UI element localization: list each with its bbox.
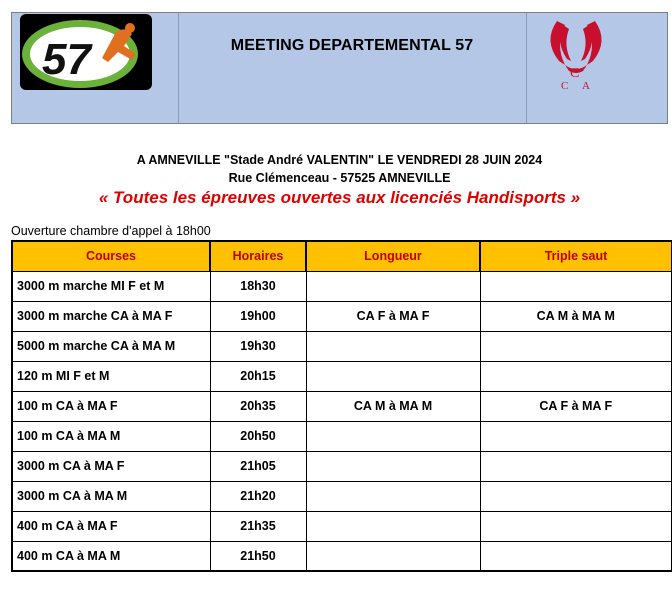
table-row (12, 391, 672, 421)
table-row (12, 511, 672, 541)
time-cell: 20h35 (210, 391, 306, 421)
table-row (12, 421, 672, 451)
long-jump-cell: CA F à MA F (306, 301, 480, 331)
table-row (12, 541, 672, 571)
triple-jump-cell (480, 421, 672, 451)
table-row (12, 481, 672, 511)
course-cell: 400 m CA à MA F (12, 511, 210, 541)
long-jump-cell (306, 541, 480, 571)
long-jump-cell: CA M à MA M (306, 391, 480, 421)
time-cell: 20h15 (210, 361, 306, 391)
course-cell: 100 m CA à MA M (12, 421, 210, 451)
long-jump-cell (306, 361, 480, 391)
banner-divider (526, 13, 527, 123)
schedule-table (11, 240, 672, 572)
course-cell: 3000 m marche CA à MA F (12, 301, 210, 331)
course-cell: 3000 m marche MI F et M (12, 271, 210, 301)
col-header-horaires: Horaires (210, 241, 306, 271)
triple-jump-cell: CA M à MA M (480, 301, 672, 331)
time-cell: 19h00 (210, 301, 306, 331)
course-cell: 3000 m CA à MA M (12, 481, 210, 511)
table-row (12, 361, 672, 391)
time-cell: 21h05 (210, 451, 306, 481)
svg-text:C: C (570, 66, 580, 81)
course-cell: 400 m CA à MA M (12, 541, 210, 571)
course-cell: 120 m MI F et M (12, 361, 210, 391)
logo-57-text: 57 (42, 35, 91, 84)
long-jump-cell (306, 451, 480, 481)
club-cca-logo (543, 17, 609, 91)
long-jump-cell (306, 481, 480, 511)
triple-jump-cell (480, 361, 672, 391)
triple-jump-cell (480, 511, 672, 541)
triple-jump-cell (480, 541, 672, 571)
time-cell: 21h20 (210, 481, 306, 511)
table-row (12, 331, 672, 361)
table-row (12, 301, 672, 331)
time-cell: 20h50 (210, 421, 306, 451)
triple-jump-cell (480, 481, 672, 511)
triple-jump-cell (480, 331, 672, 361)
table-row (12, 451, 672, 481)
meeting-57-logo (20, 14, 152, 90)
triple-jump-cell: CA F à MA F (480, 391, 672, 421)
time-cell: 19h30 (210, 331, 306, 361)
handisport-notice: « Toutes les épreuves ouvertes aux licenciés Handisports » (98, 188, 581, 207)
long-jump-cell (306, 511, 480, 541)
header-banner (11, 12, 668, 124)
svg-text:A: A (582, 80, 590, 91)
col-header-triple-saut: Triple saut (480, 241, 672, 271)
col-header-courses: Courses (12, 241, 210, 271)
banner-divider (178, 13, 179, 123)
course-cell: 100 m CA à MA F (12, 391, 210, 421)
address-line: Rue Clémenceau - 57525 AMNEVILLE (228, 171, 451, 185)
page-title: MEETING DEPARTEMENTAL 57 (230, 37, 474, 54)
time-cell: 21h50 (210, 541, 306, 571)
long-jump-cell (306, 331, 480, 361)
triple-jump-cell (480, 271, 672, 301)
course-cell: 3000 m CA à MA F (12, 451, 210, 481)
call-room-opening: Ouverture chambre d'appel à 18h00 (11, 224, 211, 238)
long-jump-cell (306, 271, 480, 301)
course-cell: 5000 m marche CA à MA M (12, 331, 210, 361)
svg-text:C: C (561, 80, 569, 91)
col-header-longueur: Longueur (306, 241, 480, 271)
venue-date-line: A AMNEVILLE "Stade André VALENTIN" LE VENDREDI 28 JUIN 2024 (136, 153, 543, 167)
long-jump-cell (306, 421, 480, 451)
time-cell: 18h30 (210, 271, 306, 301)
triple-jump-cell (480, 451, 672, 481)
time-cell: 21h35 (210, 511, 306, 541)
table-header-row (12, 241, 672, 271)
table-row (12, 271, 672, 301)
